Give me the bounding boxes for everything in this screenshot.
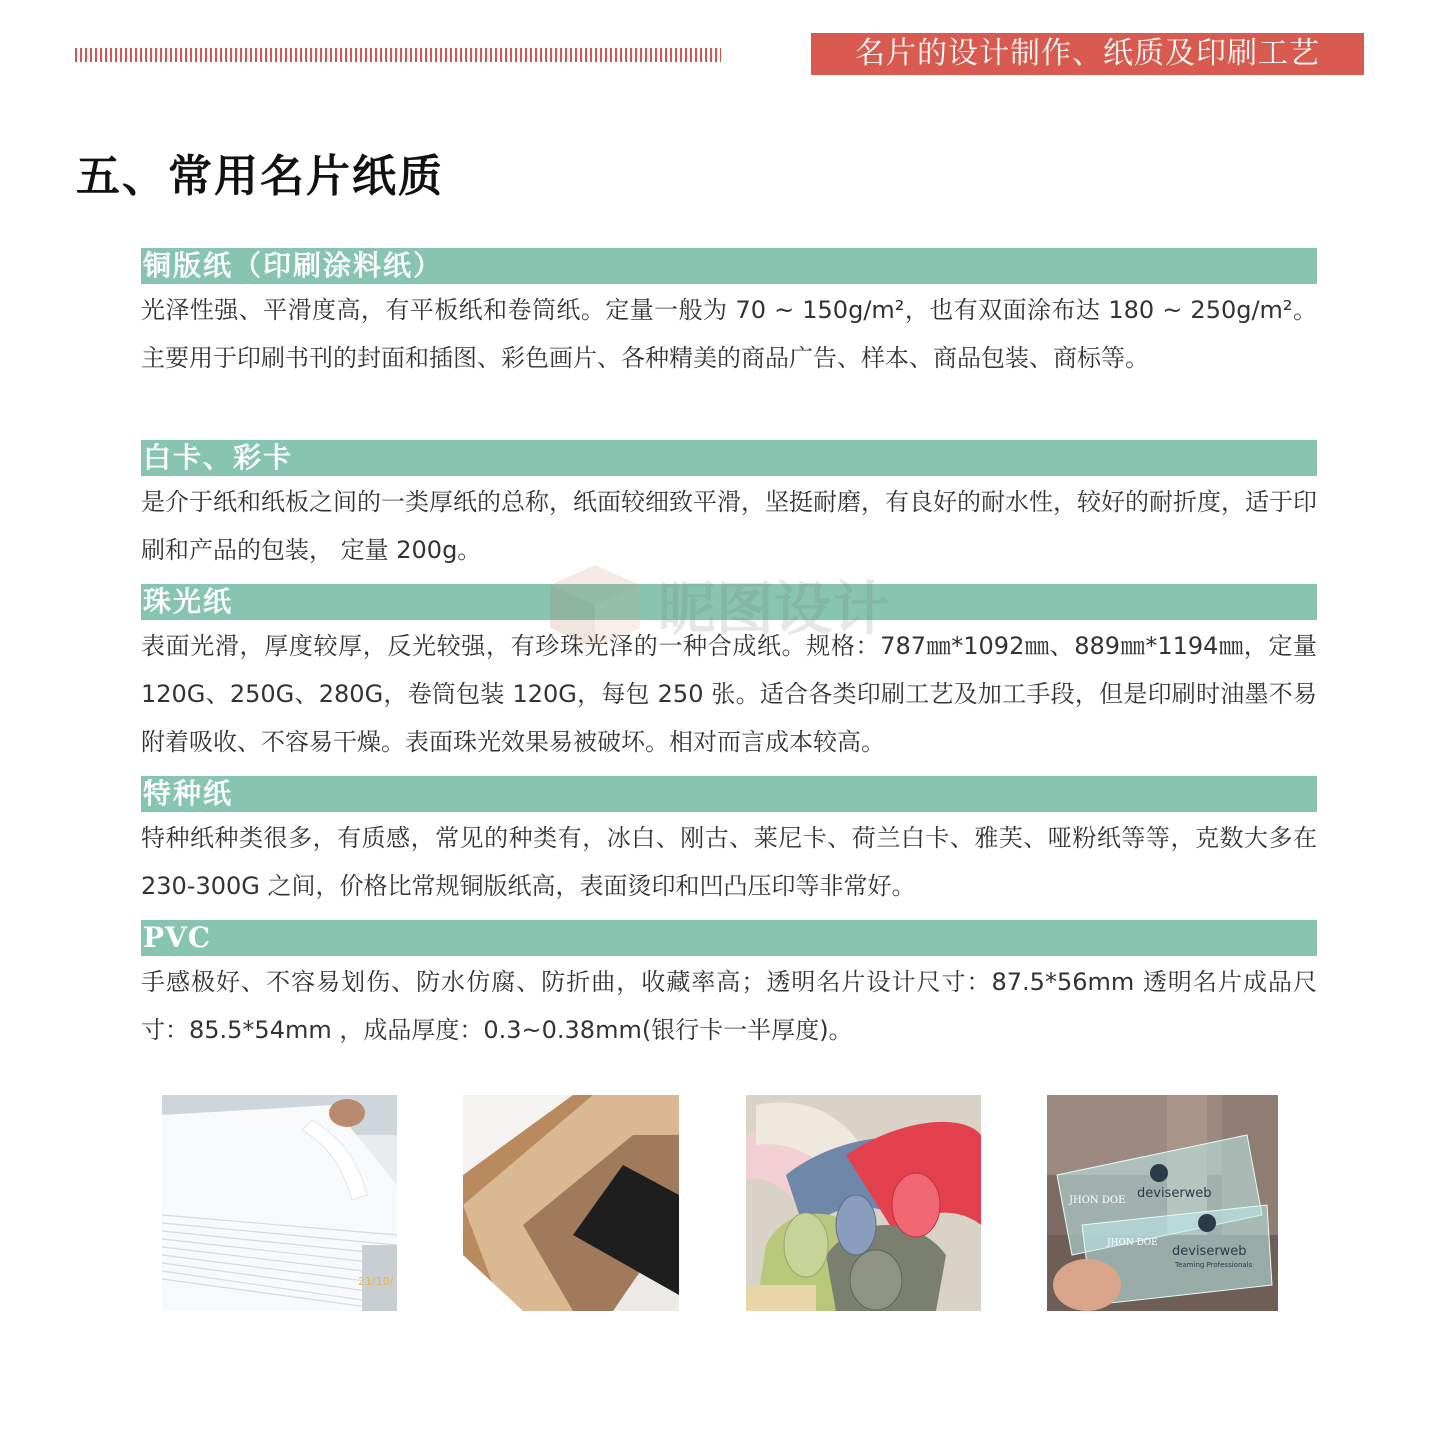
section-title: 铜版纸（印刷涂料纸）: [141, 248, 1317, 284]
section-pearl-paper: [141, 584, 1317, 766]
section-coated-paper: [141, 248, 1317, 382]
photo-pearl-paper-rolls: [746, 1095, 981, 1311]
section-white-card: [141, 440, 1317, 574]
section-specialty-paper: [141, 776, 1317, 910]
date-stamp: 21/10/: [358, 1275, 394, 1288]
page-title: 五、常用名片纸质: [76, 151, 444, 202]
decorative-dash-line: [75, 48, 721, 62]
section-pvc: [141, 920, 1317, 1054]
section-title: 珠光纸: [141, 584, 1317, 620]
card-tagline: Teaming Professionals: [1175, 1261, 1253, 1269]
card-name: JHON DOE: [1069, 1195, 1126, 1206]
card-brand: deviserweb: [1172, 1244, 1247, 1259]
section-title: 白卡、彩卡: [141, 440, 1317, 476]
photo-colored-cards: [463, 1095, 679, 1311]
photo-pvc-cards: [1047, 1095, 1278, 1311]
section-title: PVC: [141, 920, 1317, 956]
header-topic-tag: 名片的设计制作、纸质及印刷工艺: [811, 33, 1364, 75]
photo-coated-paper-stack: [162, 1095, 397, 1311]
section-body: 光泽性强、平滑度高，有平板纸和卷筒纸。定量一般为 70 ~ 150g/m²，也有双面涂布达 180 ~ 250g/m²。主要用于印刷书刊的封面和插图、彩色画片、各种精美的商品广告、样本、商品包装、商标等。: [141, 296, 1317, 372]
card-name: JHON DOE: [1107, 1238, 1158, 1248]
section-body: 表面光滑，厚度较厚，反光较强，有珍珠光泽的一种合成纸。规格：787㎜*1092㎜、889㎜*1194㎜，定量 120G、250G、280G，卷筒包装 120G，每包 250 张。适合各类印刷工艺及加工手段，但是印刷时油墨不易附着吸收、不容易干燥。表面珠光效果易被破坏。相对而言成本较高。: [141, 632, 1317, 756]
section-body: 特种纸种类很多，有质感，常见的种类有，冰白、刚古、莱尼卡、荷兰白卡、雅芙、哑粉纸等等，克数大多在 230-300G 之间，价格比常规铜版纸高，表面烫印和凹凸压印等非常好。: [141, 824, 1317, 900]
card-brand: deviserweb: [1137, 1186, 1212, 1201]
section-body: 手感极好、不容易划伤、防水仿腐、防折曲，收藏率高；透明名片设计尺寸：87.5*56mm 透明名片成品尺寸：85.5*54mm ，成品厚度：0.3~0.38mm(银行卡一半厚度)。: [141, 968, 1317, 1044]
section-body: 是介于纸和纸板之间的一类厚纸的总称，纸面较细致平滑，坚挺耐磨，有良好的耐水性，较好的耐折度，适于印刷和产品的包装， 定量 200g。: [141, 488, 1317, 564]
section-title: 特种纸: [141, 776, 1317, 812]
